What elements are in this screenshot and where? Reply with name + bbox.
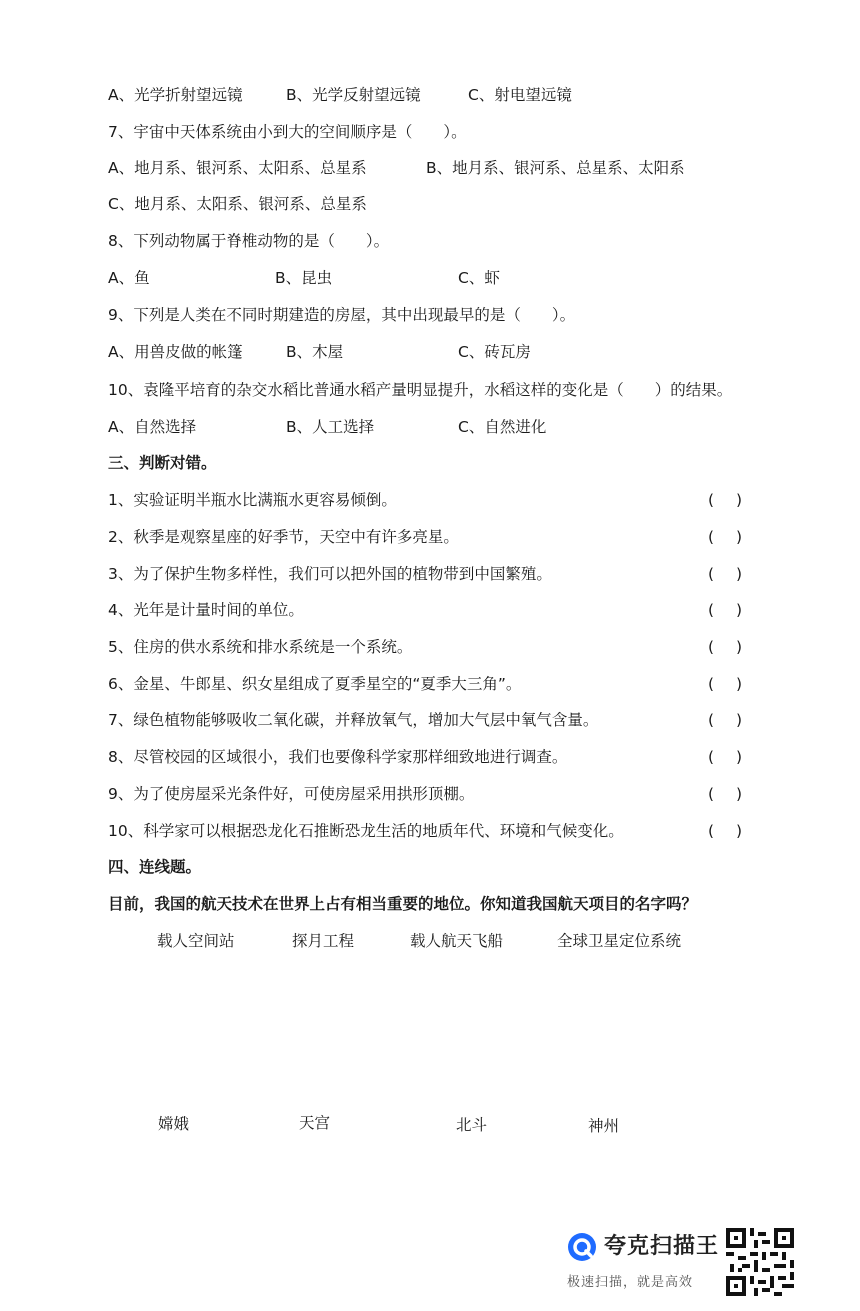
judge-item-6: 6、金星、牛郎星、织女星组成了夏季星空的“夏季大三角”。: [108, 675, 522, 693]
watermark-subtitle: 极速扫描，就是高效: [567, 1275, 694, 1290]
q7-option-a: A、地月系、银河系、太阳系、总星系: [108, 159, 367, 177]
judge-item-3: 3、为了保护生物多样性，我们可以把外国的植物带到中国繁殖。: [108, 565, 552, 583]
answer-paren-5[interactable]: (): [708, 638, 765, 656]
answer-paren-3[interactable]: (): [708, 565, 765, 583]
qr-code-icon: [726, 1228, 794, 1296]
quark-logo-icon: [567, 1232, 597, 1262]
project-spaceship[interactable]: 载人航天飞船: [410, 932, 504, 950]
name-shenzhou[interactable]: 神州: [588, 1117, 620, 1135]
answer-paren-4[interactable]: (): [708, 601, 765, 619]
judge-item-2: 2、秋季是观察星座的好季节，天空中有许多亮星。: [108, 528, 459, 546]
q7-question: 7、宇宙中天体系统由小到大的空间顺序是（ ）。: [108, 123, 467, 141]
watermark-title: 夸克扫描王: [604, 1234, 720, 1259]
judge-item-7: 7、绿色植物能够吸收二氧化碳，并释放氧气，增加大气层中氧气含量。: [108, 711, 599, 729]
section4-prompt: 目前，我国的航天技术在世界上占有相当重要的地位。你知道我国航天项目的名字吗？: [108, 895, 698, 913]
answer-paren-1[interactable]: (): [708, 491, 765, 509]
answer-paren-2[interactable]: (): [708, 528, 765, 546]
judge-item-5: 5、住房的供水系统和排水系统是一个系统。: [108, 638, 413, 656]
q9-option-b: B、木屋: [286, 343, 344, 361]
q7-option-c: C、地月系、太阳系、银河系、总星系: [108, 195, 367, 213]
project-satellite-nav[interactable]: 全球卫星定位系统: [557, 932, 682, 950]
name-tiangong[interactable]: 天宫: [299, 1114, 331, 1132]
answer-paren-8[interactable]: (): [708, 748, 765, 766]
answer-paren-10[interactable]: (): [708, 822, 765, 840]
q10-option-b: B、人工选择: [286, 418, 375, 436]
q6-option-b: B、光学反射望远镜: [286, 86, 421, 104]
q10-option-a: A、自然选择: [108, 418, 197, 436]
q8-option-c: C、虾: [458, 269, 500, 287]
q7-option-b: B、地月系、银河系、总星系、太阳系: [426, 159, 685, 177]
q10-option-c: C、自然进化: [458, 418, 547, 436]
name-beidou[interactable]: 北斗: [456, 1116, 488, 1134]
project-space-station[interactable]: 载人空间站: [157, 932, 235, 950]
q6-option-a: A、光学折射望远镜: [108, 86, 243, 104]
q9-question: 9、下列是人类在不同时期建造的房屋，其中出现最早的是（ ）。: [108, 306, 576, 324]
answer-paren-6[interactable]: (): [708, 675, 765, 693]
judge-item-8: 8、尽管校园的区域很小，我们也要像科学家那样细致地进行调查。: [108, 748, 568, 766]
judge-item-9: 9、为了使房屋采光条件好，可使房屋采用拱形顶棚。: [108, 785, 475, 803]
q8-option-b: B、昆虫: [275, 269, 333, 287]
answer-paren-9[interactable]: (): [708, 785, 765, 803]
answer-paren-7[interactable]: (): [708, 711, 765, 729]
name-change[interactable]: 嫦娥: [158, 1115, 190, 1133]
judge-item-1: 1、实验证明半瓶水比满瓶水更容易倾倒。: [108, 491, 397, 509]
judge-item-4: 4、光年是计量时间的单位。: [108, 601, 304, 619]
project-lunar[interactable]: 探月工程: [292, 932, 355, 950]
judge-item-10: 10、科学家可以根据恐龙化石推断恐龙生活的地质年代、环境和气候变化。: [108, 822, 624, 840]
q6-option-c: C、射电望远镜: [468, 86, 572, 104]
section4-title: 四、连线题。: [108, 858, 202, 876]
q10-question: 10、袁隆平培育的杂交水稻比普通水稻产量明显提升，水稻这样的变化是（ ）的结果。: [108, 381, 733, 399]
section3-title: 三、判断对错。: [108, 454, 217, 472]
q8-option-a: A、鱼: [108, 269, 150, 287]
q8-question: 8、下列动物属于脊椎动物的是（ ）。: [108, 232, 390, 250]
q9-option-c: C、砖瓦房: [458, 343, 531, 361]
q9-option-a: A、用兽皮做的帐篷: [108, 343, 243, 361]
